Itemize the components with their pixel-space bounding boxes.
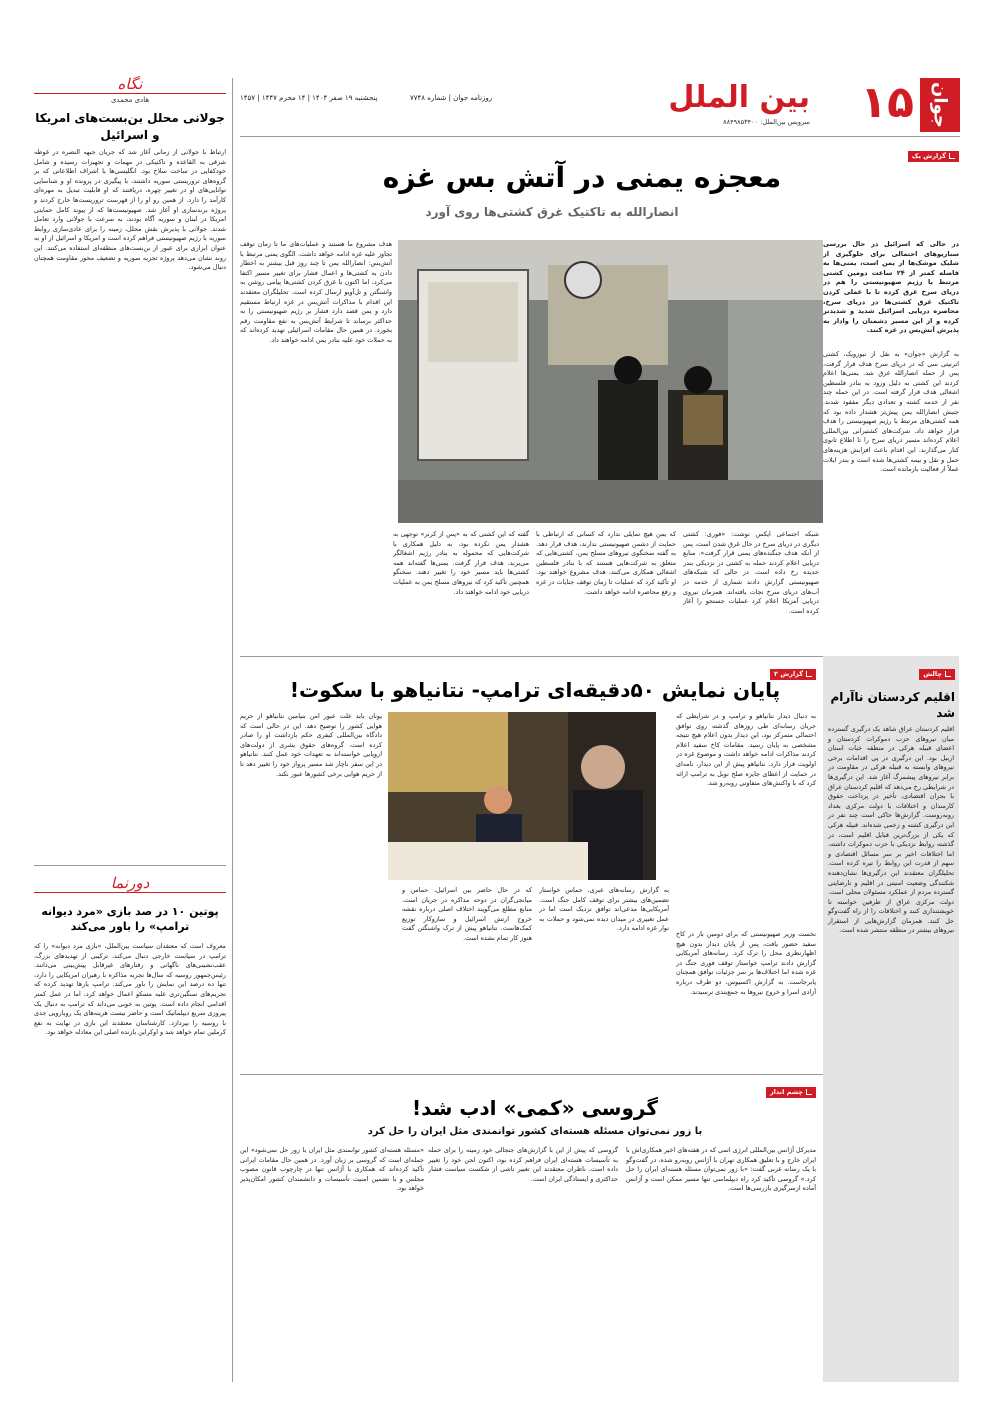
column2-body-text: معروف است که معتقدان سیاست بین‌الملل، «بازی مرد دیوانه» را که ترامپ در سیاست خارجی دنبال می‌کند، ترکیبی از تهدیدهای بزرگ، عقب‌نشینی‌های ناگهانی و رفتارهای غیرقابل پیش‌بینی می‌دانند. رئیس‌جمهور روسیه که سال‌ها تجربه مذاکره با رهبران امریکایی را دارد، تنها ده درصد این نمایش را باور می‌کند. ترامپ بارها تهدید کرده که تحریم‌های سنگین‌تری علیه مسکو اعمال خواهد کرد، اما در عمل کمتر اقدامی انجام داده است. پوتین به خوبی می‌داند که ترامپ به دنبال یک پیروزی سریع دیپلماتیک است و حاضر نیست هزینه‌های یک رویارویی جدی با روسیه را بپردازد. کارشناسان معتقدند این بازی در نهایت به نفع کرملین تمام خواهد شد و اوکراین بازنده اصلی این معادله خواهد بود. bbox=[34, 942, 226, 1037]
ship-raid-photo bbox=[398, 240, 823, 523]
kurdistan-headline: اقلیم کردستان ناآرام شد bbox=[830, 690, 955, 720]
column-divider bbox=[34, 865, 226, 866]
page-number: ۱۵ bbox=[860, 77, 914, 128]
date-line: پنجشنبه ۱۹ صفر ۱۴۰۴ | ۱۴ محرم ۱۴۴۷ | ۱۴۵۷ bbox=[240, 94, 378, 102]
second-bottom-rule bbox=[240, 1074, 830, 1075]
kurdistan-body bbox=[823, 725, 959, 1365]
dinner-illustration bbox=[388, 712, 656, 880]
second-body-1 bbox=[676, 712, 816, 922]
second-body-2-text: نخست وزیر صهیونیستی که برای دومین بار در کاخ سفید حضور یافت، پس از پایان دیدار بدون هیچ اظهارنظری محل را ترک کرد. رسانه‌های آمریکایی گزارش دادند ترامپ خواستار توقف فوری جنگ در غزه شده اما اختلاف‌ها بر سر جزئیات توافق همچنان پابرجاست. به گزارش اکسیوس، دو طرف درباره آزادی اسرا و خروج نیروها به جمع‌بندی نرسیدند. bbox=[676, 930, 816, 996]
column2-tag: دورنما bbox=[34, 874, 226, 893]
lead-intro-text: در حالی که اسرائیل در حال بررسی سناریوهای احتمالی برای جلوگیری از شلیک موشک‌ها از یمن است، یمنی‌ها به فاصله کمتر از ۲۴ ساعت دومین کشتی مرتبط با رژیم صهیونیستی را هم در دریای سرخ غرق کرده تا با عملی کردن تاکتیک غرق کشتی‌ها در دریای سرخ، محاصره دریایی اسرائیل شدید و شدیدتر کرده و از این مسیر دشمنان را وادار به پذیرش آتش‌بس در غزه کنند. bbox=[823, 240, 959, 335]
second-body-3-text: به گزارش رسانه‌های عبری، حماس خواستار تضمین‌های بیشتر برای توقف کامل جنگ است. آمریکایی‌ها مدعی‌اند توافق نزدیک است اما در عمل تغییری در میدان دیده نمی‌شود و حملات به نوار غزه ادامه دارد. bbox=[539, 886, 669, 933]
lead-body-1 bbox=[823, 350, 959, 640]
third-body-3-text: «مسئله هسته‌ای کشور توانمندی مثل ایران با زور حل نمی‌شود» این جمله‌ای است که گروسی بر زبان آورد. در همین حال مقامات ایرانی تأکید کرده‌اند که همکاری با آژانس تنها در چارچوب قانون مصوب مجلس و با تضمین امنیت تأسیسات و دانشمندان کشور امکان‌پذیر خواهد بود. bbox=[240, 1146, 424, 1193]
paper-info: روزنامه جوان | شماره ۷۷۴۸ bbox=[410, 94, 493, 102]
column1-author: هادی محمدی bbox=[110, 96, 150, 104]
lead-body-5 bbox=[240, 240, 392, 650]
kurdistan-box bbox=[823, 656, 959, 1382]
lead-subhead: انصارالله به تاکتیک غرق کشتی‌ها روی آورد bbox=[425, 205, 679, 219]
second-body-3 bbox=[539, 886, 669, 1068]
column2-headline: پوتین ۱۰ در صد بازی «مرد دیوانه ترامپ» را باور می‌کند bbox=[41, 905, 219, 933]
column1-header bbox=[34, 75, 226, 105]
lead-body-2 bbox=[683, 530, 819, 650]
lead-body-2-text: شبکه اجتماعی ایکس نوشت: «فوری: کشتی دیگری در دریای سرخ در حال غرق شدن است، پس از آنکه هدف جنگنده‌های یمنی قرار گرفت». منابع دریایی اعلام کردند حمله به کشتی در نزدیکی بندر حدیده رخ داده است. در حالی که شبکه‌های صهیونیستی گزارش دادند شماری از خدمه در آب‌های دریای سرخ نجات یافته‌اند. همزمان نیروی دریایی آمریکا اعلام کرد عملیات جستجو را آغاز کرده است. bbox=[683, 530, 819, 615]
second-body-5-text: یونان باید علت عبور امن بنیامین نتانیاهو از حریم هوایی کشور را توضیح دهد. این در حالی است که دادگاه بین‌المللی کیفری حکم بازداشت او را صادر کرده است. گروه‌های حقوق بشری از دولت‌های اروپایی خواسته‌اند به تعهدات خود عمل کنند. نتانیاهو در این سفر ناچار شد مسیر پرواز خود را تغییر دهد تا از حریم هوایی برخی کشورها عبور نکند. bbox=[240, 712, 382, 778]
third-body-2 bbox=[428, 1146, 618, 1382]
column2-body bbox=[34, 942, 226, 1382]
masthead-rule bbox=[240, 136, 960, 137]
third-kicker-label: چشم انداز bbox=[769, 1088, 803, 1096]
lead-kicker bbox=[908, 144, 959, 163]
lead-headline: معجزه یمنی در آتش بس غزه bbox=[382, 161, 782, 194]
lead-body-1-text: به گزارش «جوان» به نقل از نیوزویک، کشتی اترنیتی سی که در دریای سرخ هدف قرار گرفت، پس از حمله انصارالله غرق شد. یمنی‌ها اعلام کردند این کشتی به دلیل ورود به بنادر فلسطین اشغالی هدف قرار گرفته است. در این حمله چند نفر از خدمه کشته و تعدادی دیگر مفقود شدند. جنبش انصارالله یمن پیش‌تر هشدار داده بود که همه کشتی‌های مرتبط با رژیم صهیونیستی را هدف قرار خواهد داد. شرکت‌های کشتیرانی بین‌المللی اعلام کرده‌اند مسیر دریای سرخ را تا اطلاع ثانوی کنار می‌گذارند. این اقدام باعث افزایش هزینه‌های حمل و نقل و بیمه کشتی‌ها شده است و بندر ایلات عملاً از فعالیت بازمانده است. bbox=[823, 350, 959, 474]
lead-bottom-rule bbox=[240, 656, 830, 657]
lead-kicker-label: گزارش یک bbox=[911, 152, 946, 160]
lead-body-4 bbox=[393, 530, 529, 650]
lead-intro bbox=[823, 240, 959, 336]
ship-raid-illustration bbox=[398, 240, 823, 523]
column1-body-text: ارتباط با جولانی از زمانی آغاز شد که جریان جبهه النصره در غوطه شرقی به القاعده و تاکتیکی در مهمات و تجهیزات رسیده و شامل خودکفایی در ساخت سلاح بود. انگلیسی‌ها با اشراف اطلاعاتی که بر گروه‌های تروریستی سوریه داشتند، با پیگیری در پرونده او و شناسایی توانایی‌های او در تغییر چهره، دریافتند که او قابلیت تبدیل به مهره‌ای کارآمد را دارد. از همین رو او را از فهرست تروریست‌ها خارج کردند و پروژه برندسازی او آغاز شد. صهیونیست‌ها که از پیوند کامل حمایتی امریکا در لبنان و سوریه آگاه بودند، به سرعت با جولانی وارد تعامل شدند. جولانی با پذیرش نقش محلل، زمینه را برای عادی‌سازی روابط سوریه با رژیم صهیونیستی فراهم کرده است و امریکا و اسرائیل از او به عنوان ابزاری برای عبور از بن‌بست‌های منطقه‌ای استفاده می‌کنند. این روند نشان می‌دهد پروژه تجزیه سوریه و تضعیف محور مقاومت همچنان دنبال می‌شود. bbox=[34, 148, 226, 272]
third-body-1-text: مدیرکل آژانس بین‌المللی انرژی اتمی که در هفته‌های اخیر همکاری‌اش با ایران خارج و با تعلیق همکاری تهران با آژانس روبه‌رو شده، در گفت‌وگو با یک رسانه غربی گفت: «با زور نمی‌توان مسئله هسته‌ای ایران را حل کرد.» گروسی تأکید کرد راه دیپلماسی تنها مسیر ممکن است و آژانس آماده ازسرگیری بازرسی‌ها است. bbox=[626, 1146, 816, 1193]
section-logo: بین الملل bbox=[668, 80, 810, 115]
dinner-photo bbox=[388, 712, 656, 880]
second-body-4 bbox=[402, 886, 532, 1068]
lead-body-4-text: گفته که این کشتی که به «پس از کرنر» توجهی به هشدار یمن نکرده بود، به دلیل همکاری با شرکت‌هایی که محموله به بنادر رژیم اشغالگر می‌برند، هدف قرار گرفت. یمنی‌ها گفته‌اند همه کشتی‌ها باید مسیر خود را تغییر دهند. سخنگو همچنین تأکید کرد که نیروهای مسلح یمن به عملیات دریایی خود ادامه خواهند داد. bbox=[393, 530, 529, 596]
second-kicker-label: گزارش ۲ bbox=[774, 670, 803, 678]
arrow-icon bbox=[945, 671, 951, 677]
left-vertical-rule bbox=[232, 78, 233, 1382]
kurdistan-body-text: اقلیم کردستان عراق شاهد یک درگیری گسترده میان نیروهای حزب دموکرات کردستان و اعضای قبیله هرکی در منطقه خبات استان اربیل بود. این درگیری در پی اقدامات برخی نیروهای وابسته به قبیله هرکی در مقاومت در برابر نیروهای پیشمرگ آغاز شد. این درگیری‌ها در شرایطی رخ می‌دهد که اقلیم کردستان عراق با بحران اقتصادی، تأخیر در پرداخت حقوق کارمندان و اختلافات با دولت مرکزی بغداد روبه‌روست. گزارش‌ها حاکی است چند نفر در این درگیری کشته و زخمی شده‌اند. قبیله هرکی که یکی از بزرگ‌ترین قبایل اقلیم است، در گذشته روابط نزدیکی با حزب دموکرات داشته، اما اختلافات اخیر بر سر مسائل اقتصادی و سهم از قدرت این روابط را تیره کرده است. تحلیلگران معتقدند این درگیری‌ها نشان‌دهنده شکنندگی وضعیت امنیتی در اقلیم و نارضایتی گسترده مردم از عملکرد مسئولان محلی است. دولت مرکزی عراق از طرفین خواسته تا خویشتنداری کنند و اختلافات را از راه گفت‌وگو حل کنند. همزمان گزارش‌هایی از استقرار نیروهای بیشتر در منطقه منتشر شده است. bbox=[828, 725, 954, 935]
second-headline: پایان نمایش ۵۰دقیقه‌ای ترامپ- نتانیاهو با سکوت! bbox=[289, 678, 781, 702]
second-body-4-text: که در حال حاضر بین اسرائیل، حماس و میانجی‌گران در دوحه مذاکره در جریان است. منابع مطلع می‌گویند اختلاف اصلی درباره نقشه خروج ارتش اسرائیل و سازوکار توزیع کمک‌هاست. نتانیاهو پیش از ترک واشنگتن گفت هنوز کار تمام نشده است. bbox=[402, 886, 532, 942]
third-body-3 bbox=[240, 1146, 424, 1382]
paper-logo-text: جوان bbox=[929, 82, 951, 128]
masthead bbox=[240, 78, 960, 134]
lead-body-3 bbox=[536, 530, 676, 650]
lead-body-3-text: که یمن هیچ تمایلی ندارد که کسانی که ارتباطی با حمایت از دشمن صهیونیستی ندارند، هدف قرار دهد. به گفته سخنگوی نیروهای مسلح یمن، کشتی‌هایی که متعلق به شرکت‌هایی هستند که با بنادر فلسطین اشغالی همکاری می‌کنند، هدف مشروع خواهند بود. او تأکید کرد که عملیات تا زمان توقف جنایات در غزه و رفع محاصره ادامه خواهد داشت. bbox=[536, 530, 676, 596]
lead-body-5-text: هدف مشروع ما هستند و عملیات‌های ما تا زمان توقف تجاوز علیه غزه ادامه خواهد داشت. الگوی یمنی مرتبط با آتش‌بس: انصارالله یمن تا چند روز قبل بیشتر به اخطار دادن به کشتی‌ها و اعمال فشار برای تغییر مسیر اکتفا می‌کرد، اما اکنون با غرق کردن کشتی‌ها پیامی روشن به واشنگتن و تل‌آویو ارسال کرده است. تحلیلگران معتقدند این اقدام با مذاکرات آتش‌بس در غزه ارتباط مستقیم دارد و یمن قصد دارد فشار بر رژیم صهیونیستی را به حداکثر برساند تا شرایط آتش‌بس به نفع مقاومت رقم بخورد. در همین حال مقامات اسرائیلی تهدید کرده‌اند که به حملات خود علیه بنادر یمن ادامه خواهند داد. bbox=[240, 240, 392, 344]
third-subhead: با زور نمی‌توان مسئله هسته‌ای کشور توانمندی مثل ایران را حل کرد bbox=[367, 1126, 703, 1137]
section-phone: سرویس بین‌الملل: ۸۸۴۹۸۵۳۴۰۰ bbox=[723, 118, 810, 126]
second-body-5 bbox=[240, 712, 382, 1068]
column1-body bbox=[34, 148, 226, 858]
column1-headline: جولانی محلل بن‌بست‌های امریکا و اسرائیل bbox=[35, 111, 225, 142]
third-body-2-text: گروسی که پیش از این با گزارش‌های جنجالی خود زمینه را برای حمله به تأسیسات هسته‌ای ایران فراهم کرده بود، اکنون لحن خود را تغییر داده است. ناظران معتقدند این تغییر ناشی از شکست سیاست فشار حداکثری و ایستادگی ایران است. bbox=[428, 1146, 618, 1183]
kurdistan-kicker bbox=[919, 669, 955, 680]
paper-logo bbox=[920, 78, 960, 132]
second-body-2 bbox=[676, 930, 816, 1068]
third-body-1 bbox=[626, 1146, 816, 1382]
column1-tag: نگاه bbox=[34, 75, 226, 94]
arrow-icon bbox=[949, 153, 955, 159]
second-body-1-text: به دنبال دیدار نتانیاهو و ترامپ و در شرایطی که جریان رسانه‌ای طی روزهای گذشته روی توافق احتمالی متمرکز بود، این دیدار بدون اعلام هیچ نتیجه مشخصی به پایان رسید. مقامات کاخ سفید اعلام کردند مذاکرات ادامه خواهد داشت و موضوع غزه در اولویت قرار دارد. نتانیاهو پیش از این دیدار، نامه‌ای در حمایت از اعطای جایزه صلح نوبل به ترامپ ارائه کرد که با واکنش‌های متفاوتی روبه‌رو شد. bbox=[676, 712, 816, 788]
third-headline: گروسی «کمی» ادب شد! bbox=[412, 1096, 658, 1120]
kurdistan-kicker-label: چالش bbox=[923, 670, 942, 678]
